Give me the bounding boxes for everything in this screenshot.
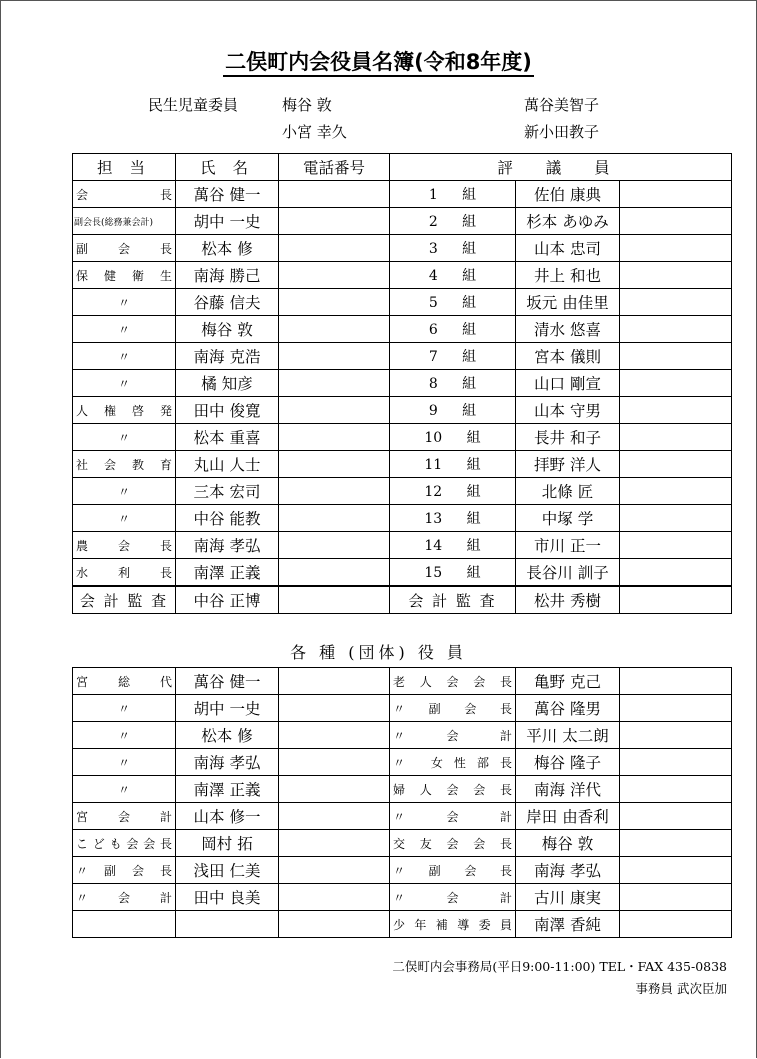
phone-cell [279,776,390,803]
phone-cell [279,370,390,397]
phone-cell [279,316,390,343]
blank-cell [620,289,732,316]
councillor-cell: 中塚 学 [516,505,620,532]
table-row [73,289,732,316]
blank-cell [620,235,732,262]
councillor-cell: 井上 和也 [516,262,620,289]
group-officer-table [72,667,732,938]
group-cell: 4 組 [390,262,516,289]
phone-cell [279,397,390,424]
role-cell: 社 会 教 育 [73,451,176,478]
table-row [73,911,732,938]
table-row [73,235,732,262]
name2-cell: 平川 太二朗 [516,722,620,749]
councillor-cell: 山口 剛宣 [516,370,620,397]
role-cell: 〃 [73,478,176,505]
role-cell: 人 権 啓 発 [73,397,176,424]
name-cell: 南海 勝己 [176,262,279,289]
header-name: 氏 名 [176,154,279,181]
officer-table-header [73,154,732,181]
table-row [73,478,732,505]
table-row [73,722,732,749]
group-cell: 6 組 [390,316,516,343]
group-cell: 7 組 [390,343,516,370]
blank-cell [620,316,732,343]
name-cell [176,911,279,938]
councillor-cell: 市川 正一 [516,532,620,559]
phone-cell [279,559,390,587]
role-cell: 〃 [73,695,176,722]
table-row [73,451,732,478]
name-cell: 橘 知彦 [176,370,279,397]
group-cell: 1 組 [390,181,516,208]
phone-cell [279,586,390,614]
group-cell: 3 組 [390,235,516,262]
role-cell [73,911,176,938]
name-cell: 丸山 人士 [176,451,279,478]
blank-cell [620,262,732,289]
role-cell: 〃 [73,424,176,451]
name-cell: 田中 俊寛 [176,397,279,424]
header-councillors: 評 議 員 [390,154,732,181]
group-cell: 2 組 [390,208,516,235]
name-cell: 松本 修 [176,235,279,262]
councillor-cell: 長谷川 訓子 [516,559,620,587]
group-cell: 8 組 [390,370,516,397]
role2-cell: 〃 副 会 長 [390,857,516,884]
phone-cell [279,857,390,884]
name-cell: 胡中 一史 [176,695,279,722]
role-cell: 会 長 [73,181,176,208]
welfare-label: 民生児童委員 [148,96,239,114]
name-cell: 南海 孝弘 [176,749,279,776]
name-cell: 梅谷 敦 [176,316,279,343]
role-cell: 〃 [73,370,176,397]
name2-cell: 梅谷 隆子 [516,749,620,776]
blank-cell [620,668,732,695]
role-cell: 〃 [73,343,176,370]
table-row [73,776,732,803]
role2-cell: 〃 会 計 [390,722,516,749]
blank-cell [620,830,732,857]
blank-cell [620,397,732,424]
councillor-cell: 杉本 あゆみ [516,208,620,235]
councillor-cell: 長井 和子 [516,424,620,451]
group-cell: 9 組 [390,397,516,424]
role-cell: 宮 総 代 [73,668,176,695]
role-cell: 〃 [73,505,176,532]
name-cell: 谷藤 信夫 [176,289,279,316]
name-cell: 松本 修 [176,722,279,749]
table-row [73,505,732,532]
phone-cell [279,262,390,289]
table-row [73,532,732,559]
group-cell: 10 組 [390,424,516,451]
councillor-cell: 山本 守男 [516,397,620,424]
blank-cell [620,424,732,451]
group-cell: 15 組 [390,559,516,587]
table-row [73,370,732,397]
name2-cell: 南澤 香純 [516,911,620,938]
phone-cell [279,451,390,478]
welfare-name: 新小田教子 [524,123,600,141]
phone-cell [279,830,390,857]
councillor-cell: 宮本 儀則 [516,343,620,370]
role-cell: 水 利 長 [73,559,176,587]
phone-cell [279,884,390,911]
role2-cell: 〃 会 計 [390,803,516,830]
clerk-info: 事務員 武次臣加 [635,981,727,996]
name2-cell: 南海 洋代 [516,776,620,803]
phone-cell [279,343,390,370]
phone-cell [279,803,390,830]
name-cell: 萬谷 健一 [176,668,279,695]
table-row [73,397,732,424]
phone-cell [279,722,390,749]
name2-cell: 古川 康実 [516,884,620,911]
name-cell: 田中 良美 [176,884,279,911]
phone-cell [279,668,390,695]
role-cell: 〃 会 計 [73,884,176,911]
group-cell: 5 組 [390,289,516,316]
table-row [73,749,732,776]
role-cell: こども会会長 [73,830,176,857]
role2-cell: 婦 人 会 会 長 [390,776,516,803]
name-cell: 岡村 拓 [176,830,279,857]
role2-cell: 少 年 補 導 委 員 [390,911,516,938]
blank-cell [620,586,732,614]
welfare-name: 梅谷 敦 [282,96,332,114]
table-row [73,803,732,830]
phone-cell [279,911,390,938]
table-row [73,695,732,722]
role-cell: 農 会 長 [73,532,176,559]
name2-cell: 岸田 由香利 [516,803,620,830]
table-row [73,830,732,857]
name2-cell: 梅谷 敦 [516,830,620,857]
name-cell: 松本 重喜 [176,424,279,451]
header-phone: 電話番号 [279,154,390,181]
section-subtitle: 各 種 (団体) 役 員 [290,643,467,662]
councillor-cell: 拝野 洋人 [516,451,620,478]
group-cell: 12 組 [390,478,516,505]
phone-cell [279,695,390,722]
blank-cell [620,343,732,370]
blank-cell [620,884,732,911]
phone-cell [279,749,390,776]
phone-cell [279,424,390,451]
name-cell: 浅田 仁美 [176,857,279,884]
role-cell: 〃 [73,289,176,316]
role-cell: 副会長(総務兼会計) [73,208,176,235]
group-cell: 14 組 [390,532,516,559]
name-cell: 三本 宏司 [176,478,279,505]
phone-cell [279,532,390,559]
role2-cell: 老 人 会 会 長 [390,668,516,695]
phone-cell [279,289,390,316]
page-title: 二俣町内会役員名簿(令和8年度) [0,46,757,76]
auditor-name: 松井 秀樹 [516,586,620,614]
table-row [73,262,732,289]
role-cell: 〃 [73,776,176,803]
group-cell: 11 組 [390,451,516,478]
role-cell: 〃 [73,316,176,343]
councillor-cell: 佐伯 康典 [516,181,620,208]
name-cell: 南海 孝弘 [176,532,279,559]
blank-cell [620,776,732,803]
role2-cell: 〃 副 会 長 [390,695,516,722]
phone-cell [279,505,390,532]
blank-cell [620,911,732,938]
blank-cell [620,451,732,478]
auditor-row [73,586,732,614]
blank-cell [620,559,732,587]
table-row [73,884,732,911]
blank-cell [620,803,732,830]
table-row [73,208,732,235]
name-cell: 山本 修一 [176,803,279,830]
name2-cell: 萬谷 隆男 [516,695,620,722]
table-row [73,668,732,695]
table-row [73,857,732,884]
name-cell: 中谷 能教 [176,505,279,532]
blank-cell [620,695,732,722]
table-row [73,181,732,208]
role-cell: 〃 [73,749,176,776]
councillor-cell: 山本 忠司 [516,235,620,262]
blank-cell [620,857,732,884]
auditor-name: 中谷 正博 [176,586,279,614]
blank-cell [620,532,732,559]
table-row [73,343,732,370]
table-row [73,316,732,343]
councillor-cell: 坂元 由佳里 [516,289,620,316]
role2-cell: 交 友 会 会 長 [390,830,516,857]
name-cell: 南澤 正義 [176,559,279,587]
councillor-cell: 清水 悠喜 [516,316,620,343]
phone-cell [279,208,390,235]
name-cell: 萬谷 健一 [176,181,279,208]
office-info: 二俣町内会事務局(平日9:00-11:00) TEL・FAX 435-0838 [392,959,727,974]
role-cell: 〃 副 会 長 [73,857,176,884]
name2-cell: 南海 孝弘 [516,857,620,884]
table-row [73,559,732,587]
officer-table [72,153,732,614]
welfare-name: 萬谷美智子 [524,96,600,114]
phone-cell [279,181,390,208]
role-cell: 保 健 衛 生 [73,262,176,289]
name-cell: 胡中 一史 [176,208,279,235]
name-cell: 南海 克浩 [176,343,279,370]
table-row [73,424,732,451]
blank-cell [620,181,732,208]
councillor-cell: 北條 匠 [516,478,620,505]
phone-cell [279,235,390,262]
blank-cell [620,505,732,532]
role-cell: 副 会 長 [73,235,176,262]
blank-cell [620,370,732,397]
welfare-name: 小宮 幸久 [282,123,347,141]
blank-cell [620,749,732,776]
role2-cell: 〃 会 計 [390,884,516,911]
auditor-role: 会 計 監 査 [390,586,516,614]
role-cell: 宮 会 計 [73,803,176,830]
role2-cell: 〃 女性部長 [390,749,516,776]
blank-cell [620,478,732,505]
blank-cell [620,722,732,749]
name2-cell: 亀野 克己 [516,668,620,695]
phone-cell [279,478,390,505]
auditor-role: 会 計 監 査 [73,586,176,614]
header-role: 担 当 [73,154,176,181]
group-cell: 13 組 [390,505,516,532]
blank-cell [620,208,732,235]
role-cell: 〃 [73,722,176,749]
name-cell: 南澤 正義 [176,776,279,803]
